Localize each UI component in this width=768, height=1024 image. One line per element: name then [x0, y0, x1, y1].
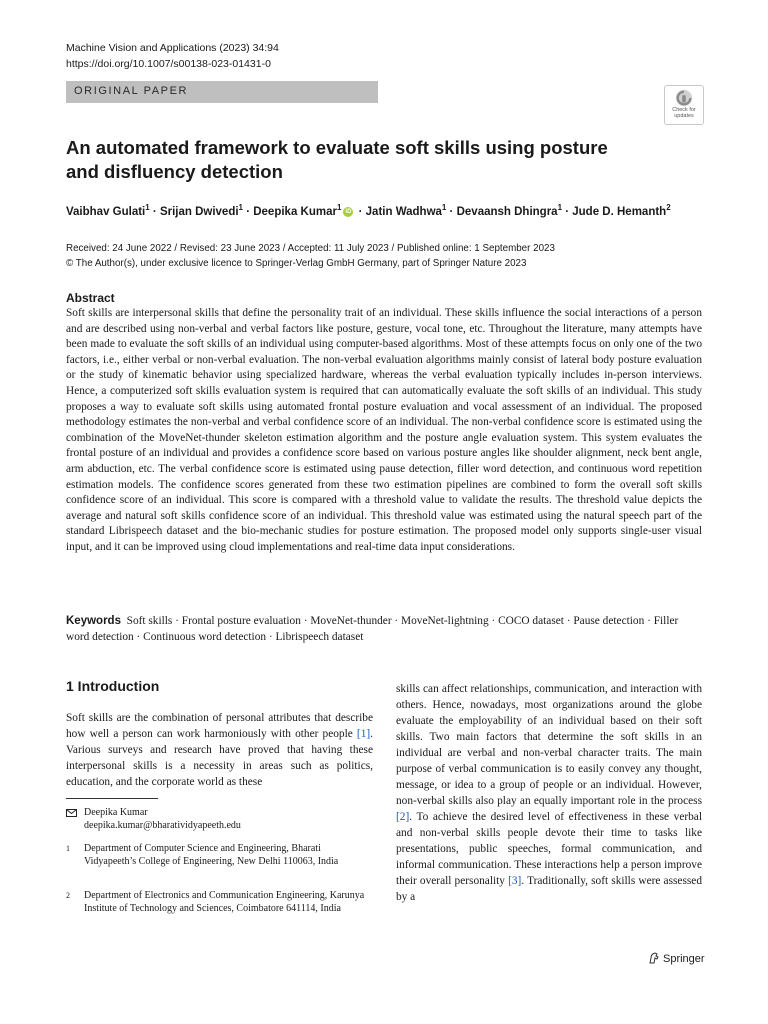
abstract-text: Soft skills are interpersonal skills that define the personality trait of an individual. These skills influence the social interactions of a person and are described using non-verbal and verbal factors like posture, gesture, vocal tone, etc. Throughout the literature, many attempts have been made to evaluate the soft skills of an individual using computer-based algorithms. Most of these attempts focus on only one of the two factors, i.e., either verbal or non-verbal evaluation. The non-verbal evaluation algorithms mainly consist of lateral body posture evaluation or the study of kinematic behavior using specialized hardware, whereas the verbal evaluation typically includes in-person interviews. Hence, a computerized soft skills evaluation system is required that can automatically evaluate the soft skills of an individual. This study proposes a way to evaluate soft skills using automated frontal posture evaluation and vocal assessment of an individual. The proposed methodology estimates the non-verbal and verbal confidence score of an individual. The non-verbal confidence score is estimated using the combination of the MoveNet-thunder skeleton estimation algorithm and the posture angle evaluation system. This system evaluates the frontal posture of an individual and provides a confidence score based on various posture angles like shoulder alignment, neck bent angle, arm abduction, etc. The verbal confidence score is estimated using pause detection, filler word detection, and continuous word repetition estimation models. The confidence scores generated from these two estimation pipelines are combined to form the overall soft skills confidence score of an individual. This score is compared with a threshold value to validate the results. The threshold value depicts the average and natural soft skills confidence score of an individual. This threshold value was estimated using the natural speech part of the standard Librispeech dataset and the bio-mechanic studies for posture estimation. The proposed model only supports single-user visual input, and it can be improved using cloud implementations and real-time data input considerations.: [66, 307, 702, 553]
author-affiliation-mark: 2: [666, 203, 671, 212]
author-separator: ·: [562, 205, 573, 218]
affiliation-text: Department of Electronics and Communication Engineering, Karunya Institute of Technology and Sciences, Coimbatore 641114, India: [84, 890, 365, 914]
publisher-name: Springer: [663, 953, 705, 965]
corresponding-author-name: Deepika Kumar: [84, 807, 148, 818]
copyright-notice: © The Author(s), under exclusive licence to Springer-Verlag GmbH Germany, part of Springer Nature 2023: [66, 258, 527, 269]
publisher-logo[interactable]: [648, 952, 705, 965]
author-separator: ·: [149, 205, 160, 218]
affiliation-1: [66, 842, 376, 882]
author-name[interactable]: Srijan Dwivedi: [159, 205, 239, 218]
affiliation-2: [66, 889, 376, 929]
author-affiliation-mark: 1: [145, 203, 150, 212]
citation-link[interactable]: [3]: [508, 875, 522, 887]
check-updates-line2: updates: [674, 113, 694, 119]
paragraph-text: . Various surveys and research have proved that having these interpersonal skills is a necessity in areas such as politics, education, and the corporate world as these: [66, 728, 373, 788]
check-updates-line1: Check for: [672, 107, 696, 113]
author-separator: ·: [243, 205, 254, 218]
affiliation-text: Department of Computer Science and Engineering, Bharati Vidyapeeth’s College of Engineering, New Delhi 110063, India: [84, 843, 339, 867]
paragraph-text: skills can affect relationships, communication, and interaction with others. Hence, nowadays, most organizations around the globe evaluate the employability of an individual based on their soft skills. Two main factors that determine the soft skills in an individual are verbal and non-verbal character traits. The main purpose of verbal communication is to easily convey any thought, message, or idea to a group of people or an individual. However, non-verbal skills also play an equally important role in the process: [396, 683, 702, 807]
author-name[interactable]: Deepika Kumar: [253, 205, 337, 218]
keywords-label: Keywords: [66, 615, 121, 627]
corresponding-author-email[interactable]: deepika.kumar@bharatividyapeeth.edu: [84, 820, 241, 831]
paragraph-text: . Traditionally, soft skills were assessed by a: [396, 875, 702, 903]
footnote-divider: [66, 798, 158, 799]
springer-horse-icon: [648, 952, 660, 964]
author-affiliation-mark: 1: [336, 203, 342, 212]
author-affiliation-mark: 1: [238, 203, 243, 212]
envelope-icon: [66, 809, 77, 817]
doi-link[interactable]: https://doi.org/10.1007/s00138-023-01431-0: [66, 58, 271, 70]
affiliation-mark: 2: [66, 891, 70, 900]
paragraph-text: . To achieve the desired level of effectiveness in these verbal and non-verbal skills people devote their time to tasks like presentations, public speeches, formal communication, and informal communication. These interactions help a person improve their overall personality: [396, 811, 702, 887]
publication-dates: [66, 241, 555, 271]
corresponding-author-note: [66, 806, 376, 834]
author-name[interactable]: Jude D. Hemanth: [572, 205, 667, 218]
author-name[interactable]: Vaibhav Gulati: [66, 205, 146, 218]
right-column-text: [396, 681, 702, 905]
history-dates: Received: 24 June 2022 / Revised: 23 June 2023 / Accepted: 11 July 2023 / Published online: 1 September 2023: [66, 243, 555, 254]
orcid-icon[interactable]: iD: [345, 208, 352, 215]
paragraph-text: Soft skills are the combination of personal attributes that describe how well a person can work harmoniously with other people: [66, 712, 373, 740]
author-separator: ·: [446, 205, 457, 218]
check-for-updates-badge[interactable]: [664, 85, 704, 125]
author-name[interactable]: Devaansh Dhingra: [456, 205, 558, 218]
paper-title-line-1: An automated framework to evaluate soft skills using posture: [66, 137, 608, 158]
check-updates-icon: [675, 89, 693, 107]
affiliation-mark: 1: [66, 844, 70, 853]
keywords: [66, 613, 702, 645]
left-column-text: [66, 710, 373, 790]
journal-citation: Machine Vision and Applications (2023) 34:94: [66, 42, 279, 54]
abstract-heading: Abstract: [66, 291, 115, 305]
citation-link[interactable]: [1]: [356, 728, 371, 740]
author-separator: ·: [355, 205, 366, 218]
author-affiliation-mark: 1: [557, 203, 563, 212]
section-heading-introduction: 1 Introduction: [66, 678, 160, 694]
keywords-list: Soft skills · Frontal posture evaluation · MoveNet-thunder · MoveNet-lightning · COCO dataset · Pause detection · Filler word detection · Continuous word detection · Librispeech dataset: [66, 615, 679, 643]
section-label: ORIGINAL PAPER: [74, 85, 189, 97]
author-name[interactable]: Jatin Wadhwa: [365, 205, 442, 218]
citation-link[interactable]: [2]: [396, 811, 410, 823]
author-list: [66, 203, 716, 218]
paper-title-line-2: and disfluency detection: [66, 161, 283, 182]
paper-title: [66, 136, 626, 184]
author-affiliation-mark: 1: [441, 203, 447, 212]
section-label-bar: [66, 81, 378, 103]
journal-header: [66, 40, 279, 72]
